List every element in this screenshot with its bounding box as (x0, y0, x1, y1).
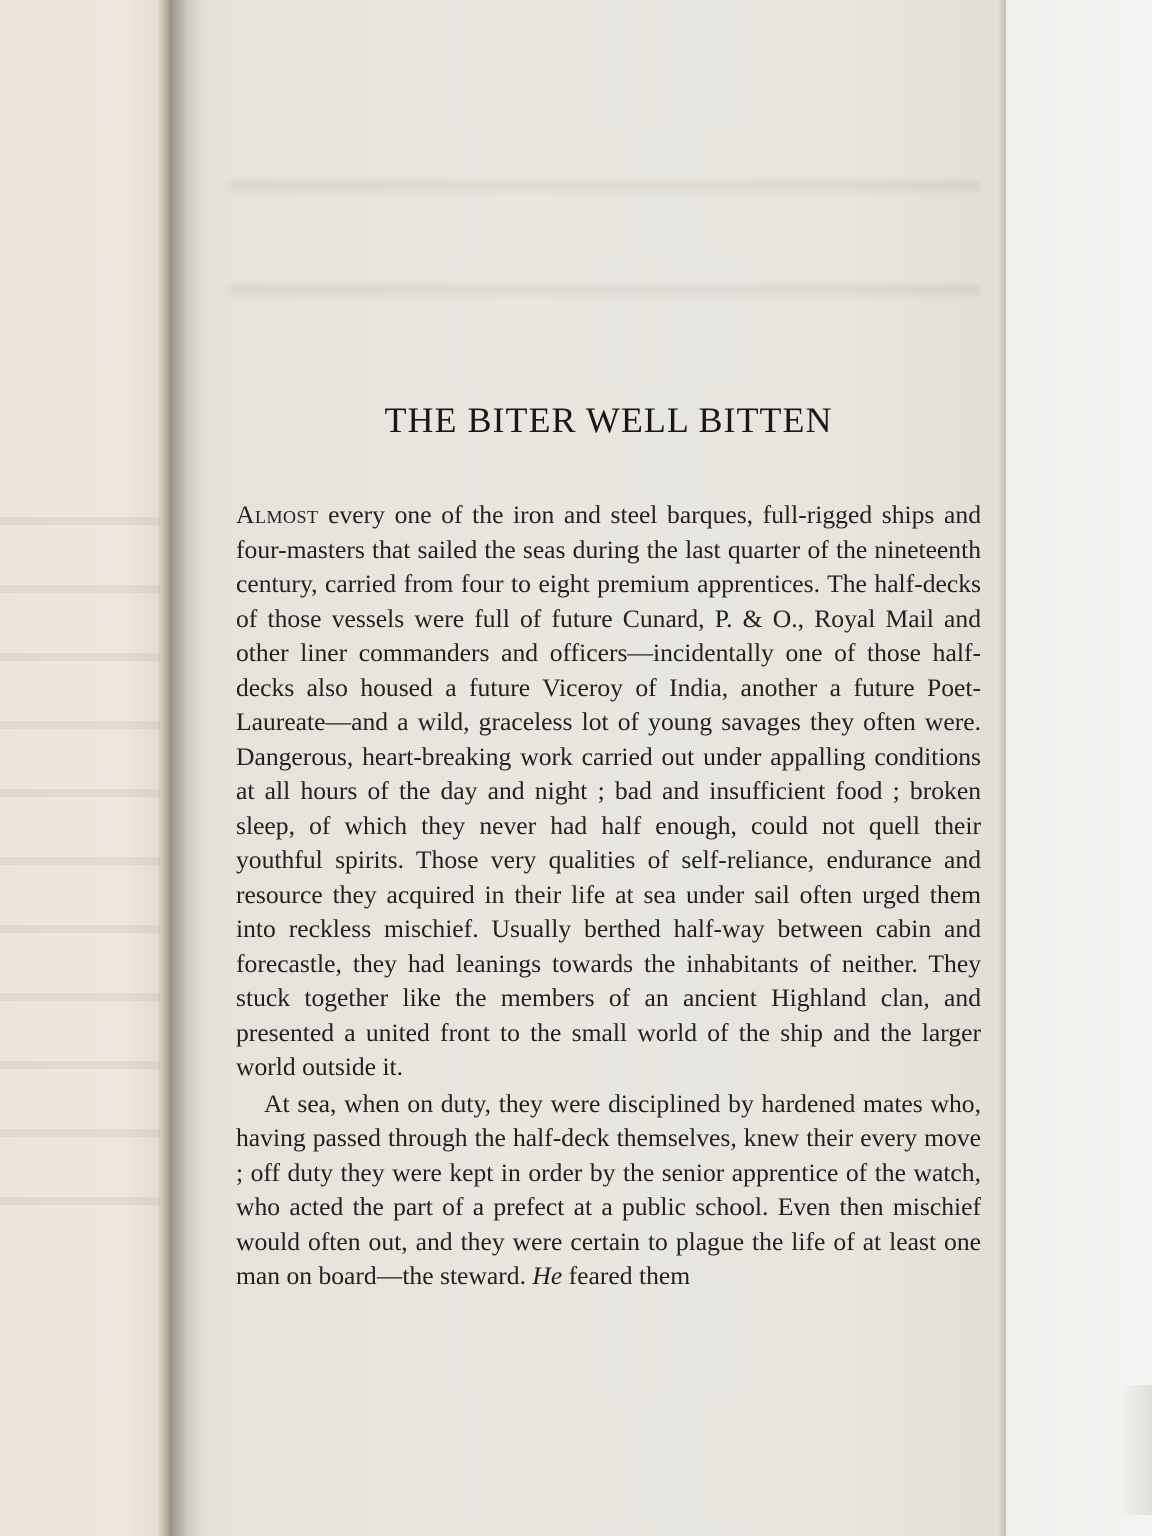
paragraph-2-text-end: feared them (562, 1261, 691, 1290)
page-cast-shadow (1120, 1385, 1152, 1515)
left-page-show-through (0, 495, 160, 1215)
left-facing-page (0, 0, 168, 1536)
paragraph-2-emphasis: He (532, 1261, 563, 1290)
page-text-block (236, 396, 981, 1294)
page-bleed-through (230, 110, 980, 380)
paragraph-2 (236, 1087, 981, 1294)
background-surface (1006, 0, 1152, 1536)
book-gutter-shadow (170, 0, 204, 1536)
paragraph-lead-word: Almost (236, 500, 319, 529)
paragraph-2-text: At sea, when on duty, they were disciplined by hardened mates who, having passed through the half-deck themselves, knew their every move ; off duty they were kept in order by the senior apprentice of the watch, who acted the part of a prefect at a public school. Even then mischief would often out, and they were certain to plague the life of at least one man on board—the steward. (236, 1088, 981, 1290)
chapter-title: THE BITER WELL BITTEN (384, 400, 833, 440)
paragraph-1 (236, 498, 981, 1085)
paragraph-1-text: every one of the iron and steel barques, full-rigged ships and four-masters that sailed the seas during the last quarter of the nineteenth century, carried from four to eight premium apprentices. The half-decks of those vessels were full of future Cunard, P. & O., Royal Mail and other liner commanders and officers—incidentally one of those half-decks also housed a future Viceroy of India, another a future Poet-Laureate—and a wild, graceless lot of young savages they often were. Dangerous, heart-breaking work carried out under appalling conditions at all hours of the day and night ; bad and insufficient food ; broken sleep, of which they never had half enough, could not quell their youthful spirits. Those very qualities of self-reliance, endurance and resource they acquired in their life at sea under sail often urged them into reckless mischief. Usually berthed half-way between cabin and forecastle, they had leanings towards the inhabitants of neither. They stuck together like the members of an ancient Highland clan, and presented a united front to the small world of the ship and the larger world outside it. (236, 500, 981, 1081)
